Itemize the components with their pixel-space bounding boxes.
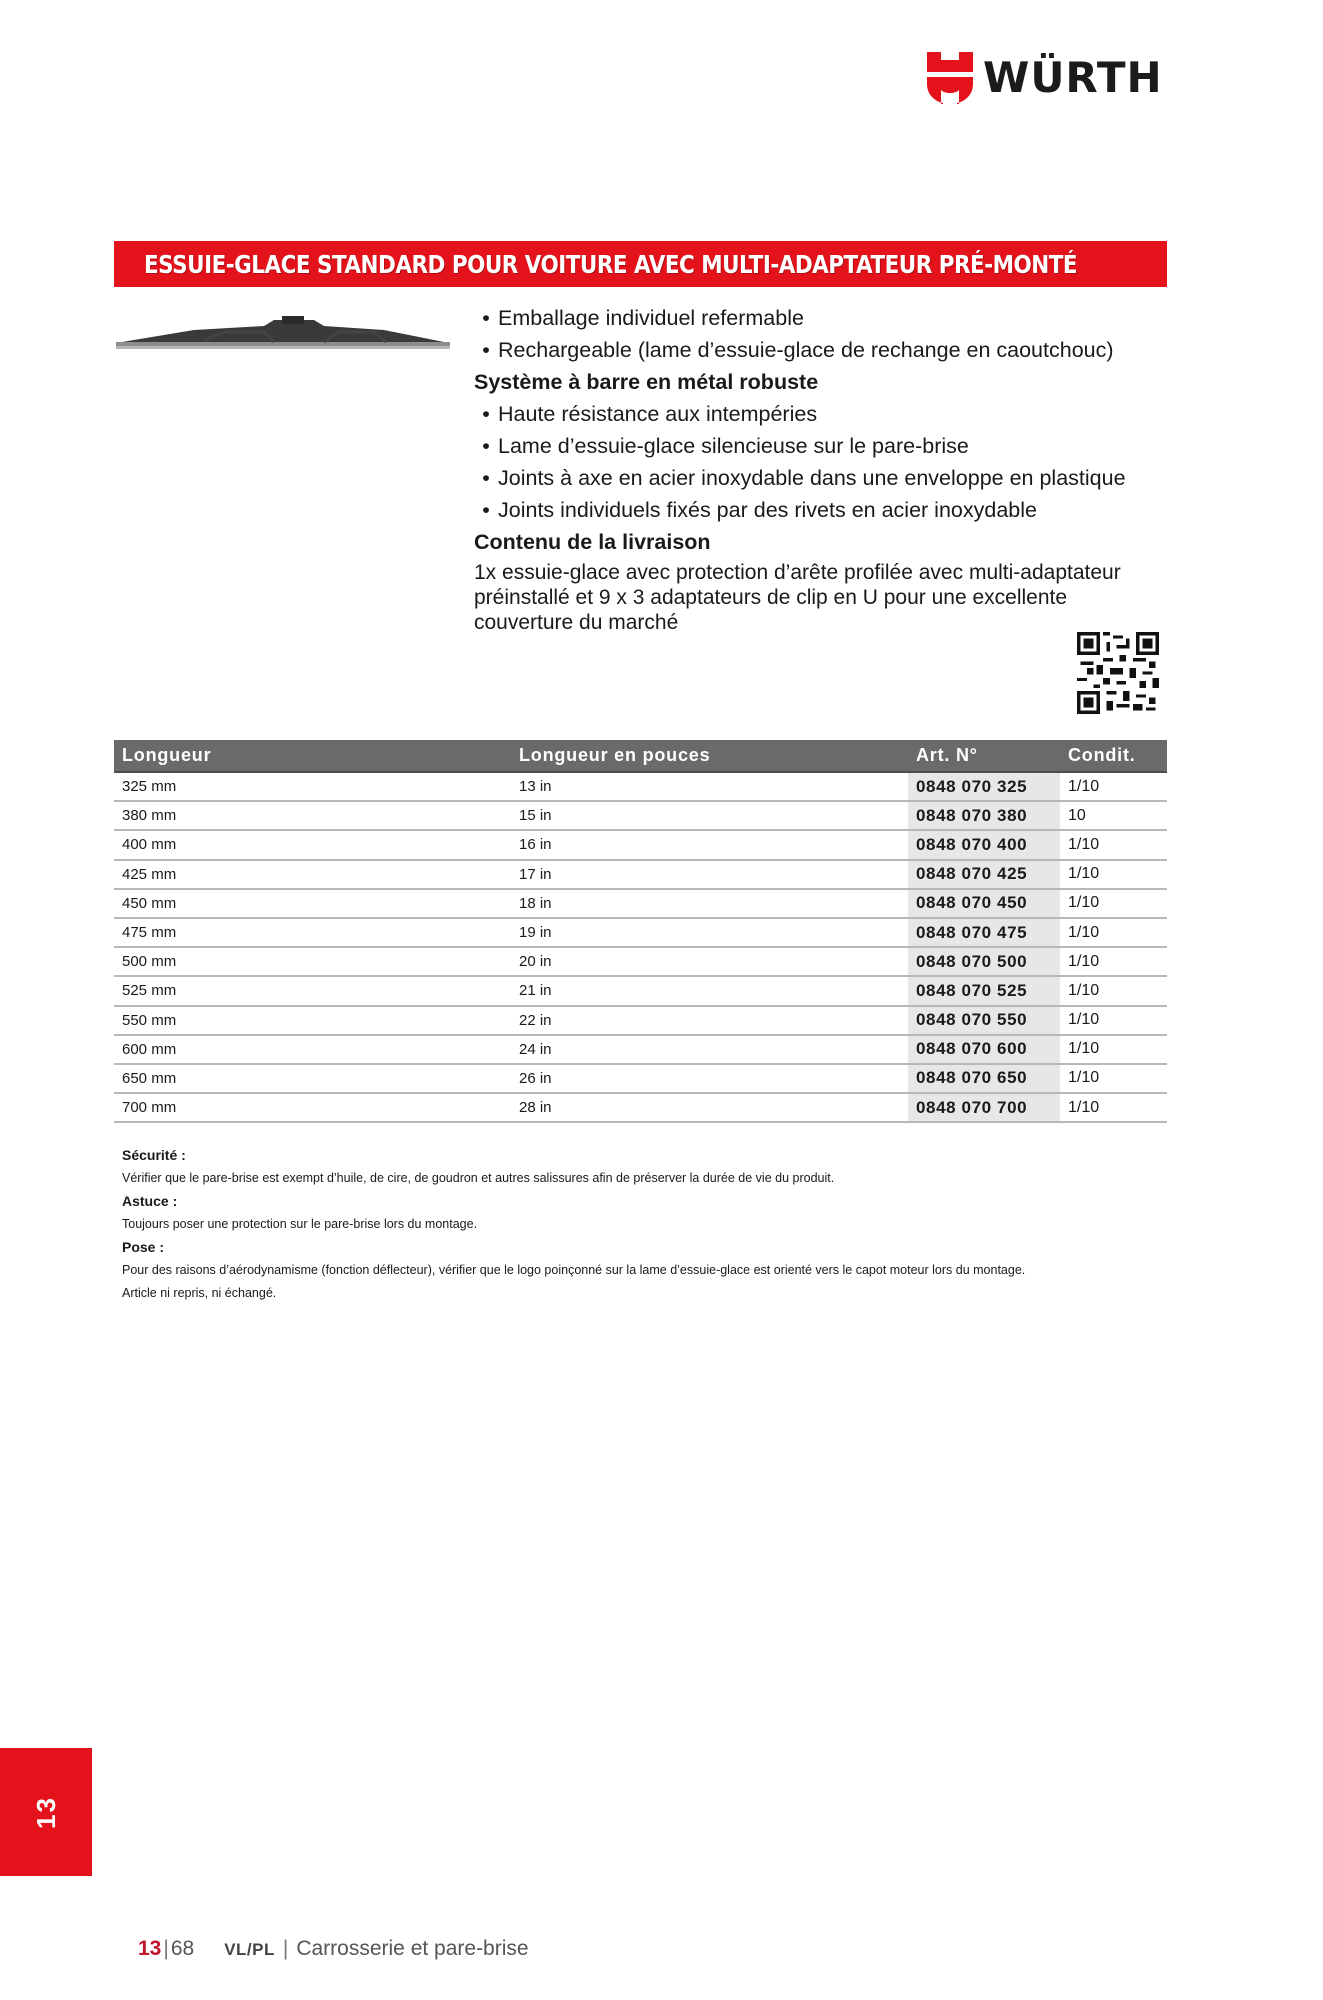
- table-row: [114, 948, 1167, 977]
- feature-text: Joints à axe en acier inoxydable dans une enveloppe en plastique: [498, 466, 1126, 490]
- feature-item: • Joints à axe en acier inoxydable dans une enveloppe en plastique: [474, 462, 1174, 494]
- table-row: [114, 1007, 1167, 1036]
- packaging-cell: 1/10: [1068, 981, 1100, 999]
- article-number-cell: 0848 070 400: [908, 831, 1060, 858]
- inches-cell: 26 in: [519, 1069, 552, 1087]
- total-pages: 68: [170, 1937, 195, 1960]
- footer-separator: |: [163, 1937, 169, 1960]
- feature-item: • Lame d’essuie-glace silencieuse sur le pare-brise: [474, 430, 1174, 462]
- chapter-number: 13: [30, 1795, 61, 1829]
- product-description: [474, 302, 1174, 635]
- feature-item: • Emballage individuel refermable: [474, 302, 1174, 334]
- inches-cell: 24 in: [519, 1040, 552, 1058]
- packaging-cell: 10: [1068, 806, 1086, 824]
- column-header-length: Longueur: [122, 745, 212, 765]
- packaging-cell: 1/10: [1068, 952, 1100, 970]
- footer-separator: |: [282, 1937, 289, 1960]
- product-notes: [122, 1144, 1172, 1305]
- section-heading: Contenu de la livraison: [474, 530, 711, 554]
- inches-cell: 13 in: [519, 778, 552, 796]
- page-number: 13: [138, 1937, 162, 1960]
- inches-cell: 22 in: [519, 1011, 552, 1029]
- column-header-length-inches: Longueur en pouces: [519, 745, 711, 765]
- product-table: [114, 740, 1167, 1123]
- feature-text: Lame d’essuie-glace silencieuse sur le pare-brise: [498, 434, 969, 458]
- length-cell: 425 mm: [122, 865, 177, 883]
- table-row: [114, 1094, 1167, 1123]
- packaging-cell: 1/10: [1068, 835, 1100, 853]
- feature-text: Rechargeable (lame d’essuie-glace de rechange en caoutchouc): [498, 338, 1114, 362]
- length-cell: 650 mm: [122, 1069, 177, 1087]
- length-cell: 500 mm: [122, 953, 177, 971]
- inches-cell: 15 in: [519, 807, 552, 825]
- table-row: [114, 1065, 1167, 1094]
- packaging-cell: 1/10: [1068, 1098, 1100, 1116]
- packaging-cell: 1/10: [1068, 923, 1100, 941]
- product-title-banner: [114, 241, 1167, 287]
- feature-text: Emballage individuel refermable: [498, 306, 804, 330]
- article-number-cell: 0848 070 500: [908, 948, 1060, 975]
- inches-cell: 16 in: [519, 836, 552, 854]
- page-footer: [138, 1937, 529, 1961]
- article-number-cell: 0848 070 525: [908, 977, 1060, 1004]
- product-title: ESSUIE-GLACE STANDARD POUR VOITURE AVEC MULTI-ADAPTATEUR PRÉ-MONTÉ: [144, 249, 1078, 279]
- tip-label: Astuce :: [122, 1193, 178, 1209]
- article-number-cell: 0848 070 475: [908, 919, 1060, 946]
- length-cell: 450 mm: [122, 894, 177, 912]
- column-header-article-number: Art. N°: [916, 745, 978, 765]
- inches-cell: 17 in: [519, 865, 552, 883]
- length-cell: 325 mm: [122, 778, 177, 796]
- feature-item: • Haute résistance aux intempéries: [474, 398, 1174, 430]
- delivery-contents: 1x essuie-glace avec protection d’arête profilée avec multi-adaptateur préinstallé et 9 x 3 adaptateurs de clip en U pour une excellente couverture du marché: [474, 561, 1121, 634]
- table-row: [114, 1036, 1167, 1065]
- column-header-packaging: Condit.: [1068, 745, 1136, 765]
- table-row: [114, 977, 1167, 1006]
- article-number-cell: 0848 070 325: [908, 773, 1060, 800]
- article-number-cell: 0848 070 550: [908, 1007, 1060, 1034]
- table-row: [114, 890, 1167, 919]
- length-cell: 475 mm: [122, 924, 177, 942]
- tip-text: Toujours poser une protection sur le pare-brise lors du montage.: [122, 1217, 478, 1231]
- length-cell: 380 mm: [122, 807, 177, 825]
- inches-cell: 19 in: [519, 924, 552, 942]
- installation-text: Pour des raisons d’aérodynamisme (fonction déflecteur), vérifier que le logo poinçonné sur la lame d’essuie-glace est orienté vers le capot moteur lors du montage.: [122, 1263, 1026, 1277]
- length-cell: 400 mm: [122, 836, 177, 854]
- wurth-logo-mark-icon: [927, 52, 973, 104]
- table-header: [114, 740, 1167, 773]
- table-row: [114, 831, 1167, 860]
- inches-cell: 20 in: [519, 953, 552, 971]
- article-number-cell: 0848 070 600: [908, 1036, 1060, 1063]
- security-text: Vérifier que le pare-brise est exempt d’huile, de cire, de goudron et autres salissures afin de préserver la durée de vie du produit.: [122, 1171, 835, 1185]
- article-number-cell: 0848 070 650: [908, 1065, 1060, 1092]
- qr-code-icon[interactable]: [1077, 632, 1159, 714]
- length-cell: 525 mm: [122, 982, 177, 1000]
- length-cell: 700 mm: [122, 1099, 177, 1117]
- packaging-cell: 1/10: [1068, 1011, 1100, 1029]
- table-row: [114, 802, 1167, 831]
- length-cell: 600 mm: [122, 1040, 177, 1058]
- footer-section: Carrosserie et pare-brise: [296, 1937, 529, 1960]
- packaging-cell: 1/10: [1068, 894, 1100, 912]
- feature-item: • Rechargeable (lame d’essuie-glace de rechange en caoutchouc): [474, 334, 1174, 366]
- packaging-cell: 1/10: [1068, 1069, 1100, 1087]
- packaging-cell: 1/10: [1068, 777, 1100, 795]
- length-cell: 550 mm: [122, 1011, 177, 1029]
- packaging-cell: 1/10: [1068, 1040, 1100, 1058]
- footer-category: VL/PL: [224, 1940, 275, 1959]
- wiper-blade-icon: [114, 310, 450, 360]
- table-row: [114, 861, 1167, 890]
- feature-text: Joints individuels fixés par des rivets en acier inoxydable: [498, 498, 1037, 522]
- inches-cell: 21 in: [519, 982, 552, 1000]
- inches-cell: 18 in: [519, 894, 552, 912]
- article-number-cell: 0848 070 700: [908, 1094, 1060, 1121]
- chapter-tab[interactable]: [0, 1748, 92, 1876]
- section-heading: Système à barre en métal robuste: [474, 370, 819, 394]
- packaging-cell: 1/10: [1068, 865, 1100, 883]
- inches-cell: 28 in: [519, 1099, 552, 1117]
- feature-item: • Joints individuels fixés par des rivets en acier inoxydable: [474, 494, 1174, 526]
- article-number-cell: 0848 070 380: [908, 802, 1060, 829]
- article-number-cell: 0848 070 425: [908, 861, 1060, 888]
- installation-label: Pose :: [122, 1239, 165, 1255]
- return-policy-text: Article ni repris, ni échangé.: [122, 1286, 277, 1300]
- table-row: [114, 773, 1167, 802]
- article-number-cell: 0848 070 450: [908, 890, 1060, 917]
- wurth-logo: [927, 52, 1163, 104]
- feature-text: Haute résistance aux intempéries: [498, 402, 818, 426]
- brand-name: WÜRTH: [983, 53, 1163, 102]
- security-label: Sécurité :: [122, 1147, 186, 1163]
- table-row: [114, 919, 1167, 948]
